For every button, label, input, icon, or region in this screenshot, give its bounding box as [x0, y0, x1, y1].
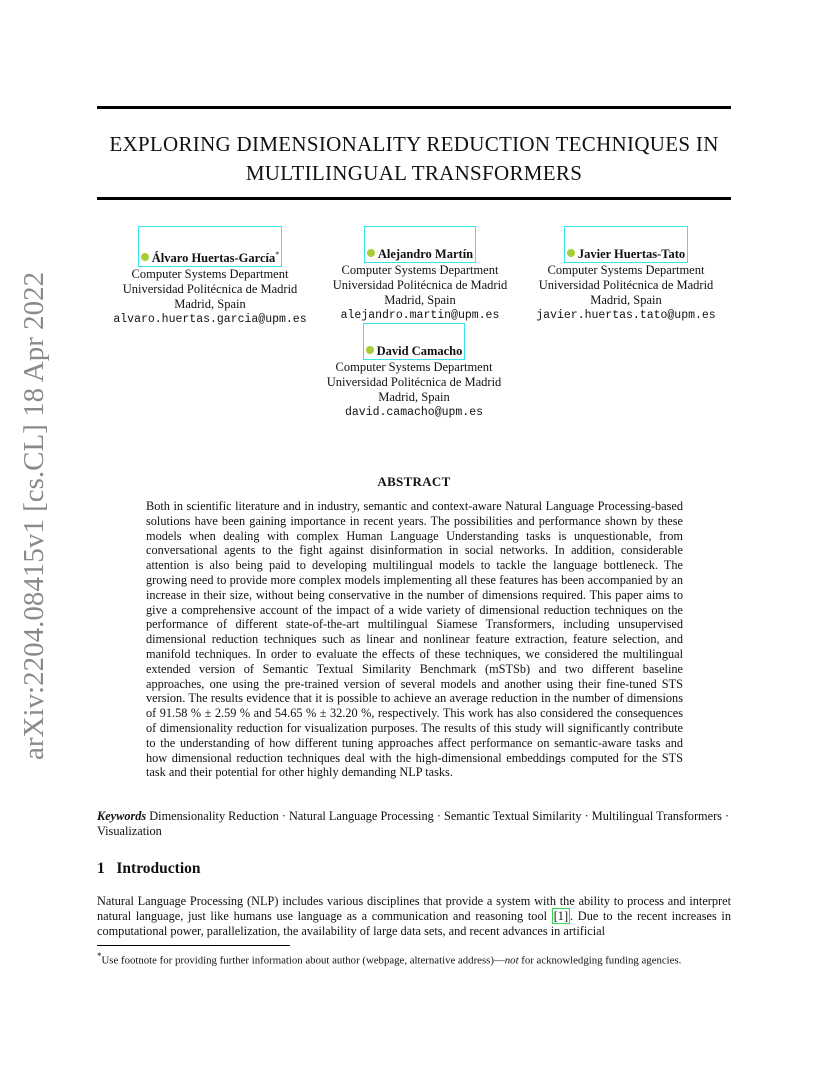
footnote: *Use footnote for providing further information about author (webpage, alternative address)—not for acknowledging funding agencies. [97, 951, 682, 967]
author-department: Computer Systems Department [335, 360, 493, 374]
section-number: 1 [97, 860, 105, 877]
orcid-icon[interactable] [367, 249, 375, 257]
keywords-list: Dimensionality Reduction · Natural Language Processing · Semantic Textual Similarity · Multilingual Transformers · Visualization [97, 809, 730, 838]
abstract-text: Both in scientific literature and in industry, semantic and context-aware Natural Language Processing-based solutions have been gaining importance in recent years. The possibilities and performance shown by these models when dealing with complex Human Language Understanding tasks is unquestionable, from conversational agents to the fight against disinformation in social networks. In addition, considerable attention is also being paid to developing multilingual models to tackle the language bottleneck. The growing need to provide more complex models implementing all these features has been accompanied by an increase in their size, without being conservative in the number of dimensions required. This paper aims to give a comprehensive account of the impact of a wide variety of dimensional reduction techniques on the performance of different state-of-the-art multilingual Siamese Transformers, including unsupervised dimensional reduction techniques such as linear and nonlinear feature extraction, feature selection, and manifold techniques. In order to evaluate the effects of these techniques, we considered the multilingual extended version of Semantic Textual Similarity Benchmark (mSTSb) and two different baseline approaches, one using the pre-trained version of several models and another using their fine-tuned STS version. The results evidence that it is possible to achieve an average reduction in the number of dimensions of 91.58 % ± 2.59 % and 54.65 % ± 32.20 %, respectively. This work has also considered the consequences of dimensionality reduction for visualization purposes. The results of this study will significantly contribute to the understanding of how different tuning approaches affect performance on semantic-aware tasks and how dimensional reduction techniques deal with the high-dimensional embeddings computed for the STS task and their potential for other highly demanding NLP tasks. [146, 499, 683, 780]
author-email[interactable]: david.camacho@upm.es [344, 406, 484, 419]
author-location: Madrid, Spain [590, 293, 662, 307]
footnote-rule [97, 945, 290, 946]
title-line-1: EXPLORING DIMENSIONALITY REDUCTION TECHNIQUES IN [109, 132, 719, 156]
author-email[interactable]: alejandro.martin@upm.es [340, 309, 500, 322]
paper-title [97, 130, 731, 188]
author-block-3 [516, 226, 736, 323]
author-location: Madrid, Spain [174, 297, 246, 312]
author-email[interactable]: alvaro.huertas.garcia@upm.es [113, 313, 307, 327]
author-department: Computer Systems Department [547, 263, 705, 277]
author-email[interactable]: javier.huertas.tato@upm.es [536, 309, 716, 322]
author-university: Universidad Politécnica de Madrid [326, 375, 502, 389]
author-university: Universidad Politécnica de Madrid [538, 278, 714, 292]
intro-paragraph: Natural Language Processing (NLP) includes various disciplines that provide a system with the ability to process and interpret natural language, just like humans use language as a communication and reasoning tool [1] . Due to the recent increases in computational power, parallelization, the availability of large data sets, and recent advances in artificial [97, 894, 731, 938]
author-name-link[interactable]: Javier Huertas-Tato [564, 226, 688, 263]
author-block-2 [310, 226, 530, 323]
author-block-1 [100, 226, 320, 327]
keywords-label: Keywords [97, 809, 147, 823]
section-heading [97, 860, 201, 878]
section-title: Introduction [116, 860, 201, 877]
author-university: Universidad Politécnica de Madrid [332, 278, 508, 292]
author-department: Computer Systems Department [131, 267, 289, 282]
keywords [97, 809, 731, 839]
author-name-link[interactable]: David Camacho [363, 323, 466, 360]
citation-link[interactable]: [1] [553, 909, 569, 923]
author-name-link[interactable]: Alejandro Martín [364, 226, 476, 263]
author-name-link[interactable]: Álvaro Huertas-García* [138, 226, 282, 267]
footnote-mark: * [97, 951, 102, 961]
title-bottom-rule [97, 197, 731, 200]
author-location: Madrid, Spain [378, 390, 450, 404]
orcid-icon[interactable] [567, 249, 575, 257]
title-top-rule [97, 106, 731, 109]
author-location: Madrid, Spain [384, 293, 456, 307]
title-line-2: MULTILINGUAL TRANSFORMERS [245, 161, 583, 185]
orcid-icon[interactable] [366, 346, 374, 354]
author-university: Universidad Politécnica de Madrid [122, 282, 298, 297]
author-block-4 [304, 323, 524, 420]
author-department: Computer Systems Department [341, 263, 499, 277]
abstract-heading: ABSTRACT [377, 474, 451, 489]
orcid-icon[interactable] [141, 253, 149, 261]
arxiv-identifier-stamp: arXiv:2204.08415v1 [cs.CL] 18 Apr 2022 [18, 271, 50, 760]
